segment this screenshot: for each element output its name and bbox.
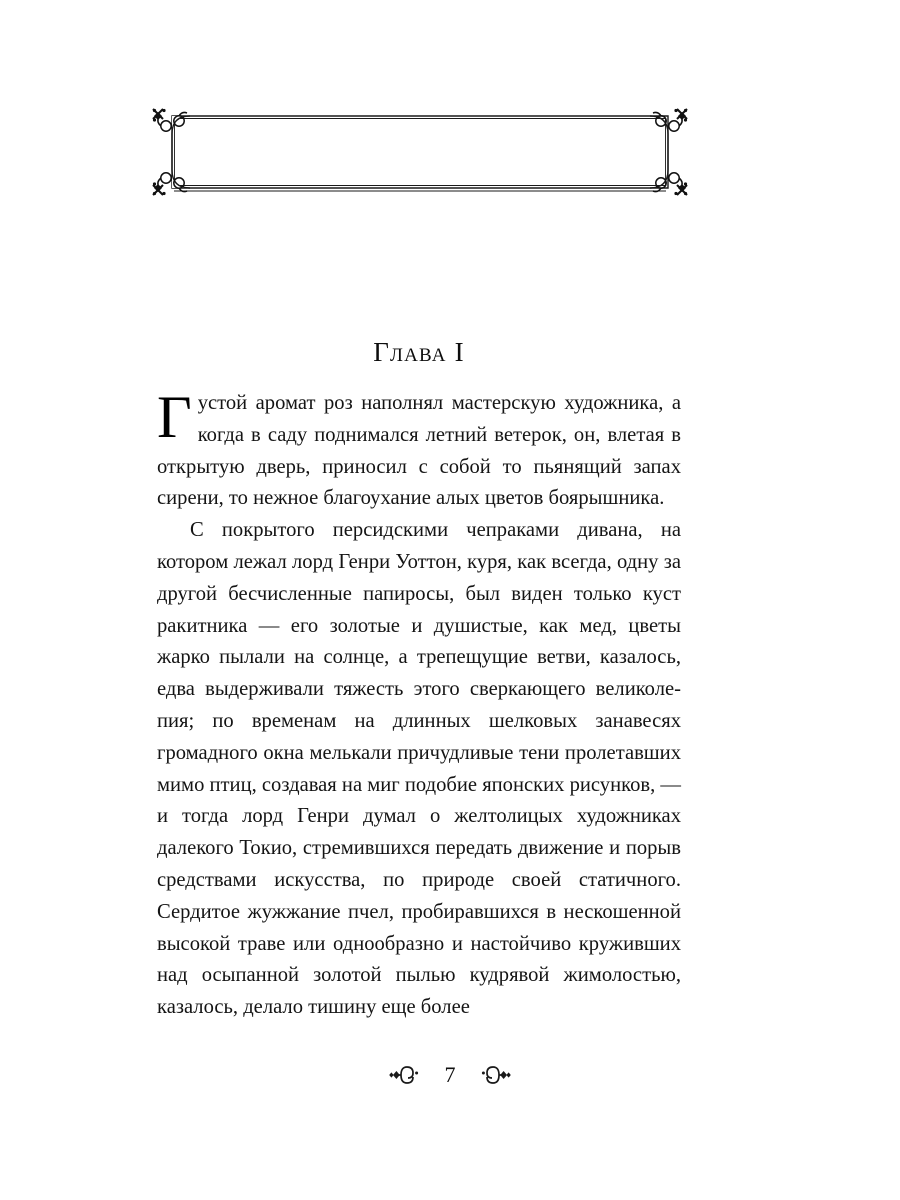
corner-flourish-top-right [653, 109, 687, 131]
corner-flourish-top-left [153, 109, 187, 131]
paragraph-first [157, 384, 681, 515]
corner-flourish-bottom-left [153, 173, 187, 195]
header-ornament-frame [152, 108, 688, 196]
page-number: 7 [444, 1062, 456, 1087]
ornamental-rule-frame-icon [152, 108, 688, 196]
paragraph-second [157, 515, 681, 1024]
fleuron-ornament-right-icon [479, 1062, 513, 1088]
paragraph-second-text: С покрытого персидскими чепраками дивана, на котором лежал лорд Генри Уоттон, куря, как всегда, одну за другой бесчисленные папиросы, был виден только куст ракитника — его золотые и душистые, как мед, цветы жарко пылали на солнце, а трепещущие ветви, казалось, едва выдерживали тяжесть этого сверкающего великолепия; по временам на длинных шелковых занавесях громадного окна мелькали причудливые тени пролетавших мимо птиц, создавая на миг подобие японских рисунков, — и тогда лорд Генри думал о желтолицых художниках далекого Токио, стремившихся передать движение и порыв средствами искусства, по природе своей статичного. Сердитое жужжание пчел, пробиравшихся в нескошенной высокой траве или однообразно и настойчиво круживших над осыпанной золотой пылью кудрявой жимолостью, казалось, делало тишину еще более [157, 519, 681, 1019]
corner-flourish-bottom-right [653, 173, 687, 195]
fleuron-ornament-left-icon [387, 1062, 421, 1088]
drop-cap: Г [157, 384, 192, 450]
page-footer [0, 1062, 900, 1088]
paragraph-first-text: устой аромат роз наполнял мастерскую художника, а когда в саду поднимался летний ветерок, он, влетая в открытую дверь, приносил с собой то пьянящий запах сирени, то нежное благоухание алых цветов боярышника. [157, 392, 681, 510]
body-text-block [157, 384, 681, 1024]
chapter-heading: Глава I [373, 337, 465, 367]
